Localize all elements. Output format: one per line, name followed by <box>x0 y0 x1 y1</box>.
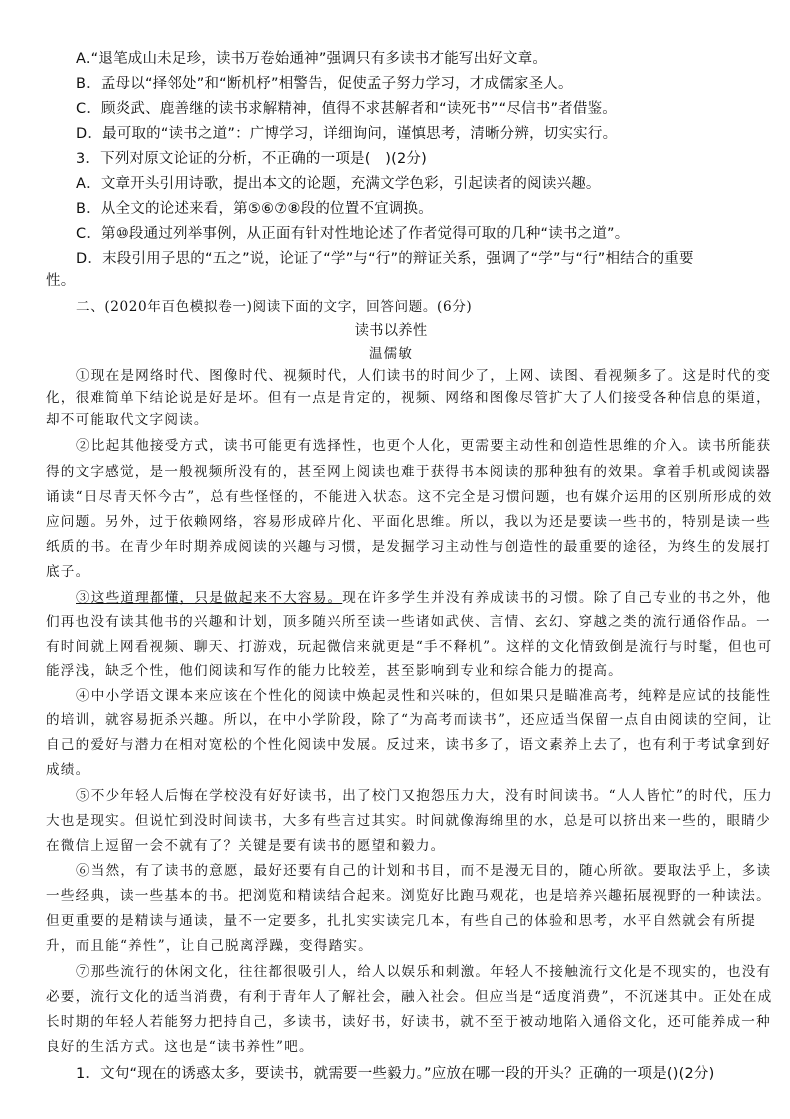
paragraph-5-line: ⑤不少年轻人后悔在学校没有好好读书，出了校门又抱怨压力大，没有时间读书。“人人皆忙”的时代，压力 <box>76 788 773 804</box>
paragraph-2-line: ②比起其他接受方式，读书可能更有选择性，也更个人化，更需要主动性和创造性思维的介入。读书所能获 <box>76 438 772 454</box>
q3-option-d-continued: 性。 <box>46 273 76 289</box>
q3-stem: 3．下列对原文论证的分析，不正确的一项是( )(2分) <box>76 151 427 167</box>
paragraph-7-line: 良好的生活方式。这也是“读书养性”吧。 <box>46 1039 314 1055</box>
paragraph-3-first-rest: 现在许多学生并没有养成读书的习惯。除了自己专业的书之外，他 <box>342 590 772 606</box>
paragraph-3-line: 有时间就上网看视频、聊天、打游戏，玩起微信来就更是“手不释机”。这样的文化情致倒是流行与时髦，但也可 <box>46 639 773 655</box>
paragraph-6-line: 一些经典，读一些基本的书。把浏览和精读结合起来。浏览好比跑马观花，也是培养兴趣拓展视野的一种读法。 <box>46 888 771 904</box>
q3-option-c: C．第⑩段通过列举事例，从正面有针对性地论述了作者觉得可取的几种“读书之道”。 <box>76 226 630 242</box>
paragraph-4-line: 自己的爱好与潜力在相对宽松的个性化阅读中发展。反过来，读书多了，语文素养上去了，也有利于考试拿到好 <box>46 737 771 753</box>
q2-option-d: D．最可取的“读书之道”：广博学习，详细询问，谨慎思考，清晰分辨，切实实行。 <box>76 126 618 142</box>
paragraph-4-line: ④中小学语文课本来应该在个性化的阅读中焕起灵性和兴味的，但如果只是瞄准高考，纯粹是应试的技能性 <box>76 688 772 704</box>
q1-stem: 1．文句“现在的诱惑太多，要读书，就需要一些毅力。”应放在哪一段的开头？正确的一项是()(2分) <box>76 1066 715 1082</box>
paragraph-6-line: ⑥当然，有了读书的意愿，最好还要有自己的计划和书目，而不是漫无目的，随心所欲。要取法乎上，多读 <box>76 863 772 879</box>
paragraph-6-line: 但更重要的是精读与通读，量不一定要多，扎扎实实读完几本，有些自己的体验和思考，水平自然就会有所提 <box>46 913 757 929</box>
paragraph-5-line: 大也是现实。但说忙到没时间读书，大多有些言过其实。时间就像海绵里的水，总是可以挤出来一些的，眼睛少 <box>46 813 771 829</box>
paragraph-2-line: 诵读“日尽青天怀今古”，总有些怪怪的，不能进入状态。这不完全是习惯问题，也有媒介运用的区别所形成的效 <box>46 489 773 505</box>
paragraph-2-line: 纸质的书。在青少年时期养成阅读的兴趣与习惯，是发掘学习主动性与创造性的最重要的途径，为终生的发展打 <box>46 539 771 555</box>
paragraph-2-line: 底子。 <box>46 564 91 580</box>
paragraph-4-line: 的培训，就容易扼杀兴趣。所以，在中小学阶段，除了“为高考而读书”，还应适当保留一点自由阅读的空间，让 <box>46 712 773 728</box>
paragraph-6-line: 升，而且能“养性”，让自己脱离浮躁，变得踏实。 <box>46 938 373 954</box>
paragraph-7-line: ⑦那些流行的休闲文化，往往都很吸引人，给人以娱乐和刺激。年轻人不接触流行文化是不现实的，也没有 <box>76 964 772 980</box>
paragraph-1-line: 却不可能取代文字阅读。 <box>46 412 209 428</box>
paragraph-2-line: 得的文字感觉，是一般视频所没有的，甚至网上阅读也难于获得书本阅读的那种独有的效果。拿着手机或阅读器 <box>46 464 771 480</box>
paragraph-7-line: 必要，流行文化的适当消费，有利于青年人了解社会，融入社会。但应当是“适度消费”，不沉迷其中。正处在成 <box>46 989 773 1005</box>
article-author: 温儒敏 <box>369 346 413 362</box>
q2-option-c: C．顾炎武、鹿善继的读书求解精神，值得不求甚解者和“读死书”“尽信书”者借鉴。 <box>76 101 617 117</box>
article-title: 读书以养性 <box>354 323 428 339</box>
paragraph-3-first-line <box>76 588 776 608</box>
underlined-sentence: ③这些道理都懂，只是做起来不大容易。 <box>76 590 343 606</box>
q3-option-a: A．文章开头引用诗歌，提出本文的论题，充满文学色彩，引起读者的阅读兴趣。 <box>76 176 601 192</box>
q3-option-b: B．从全文的论述来看，第⑤⑥⑦⑧段的位置不宜调换。 <box>76 201 433 217</box>
paragraph-3-line: 们再也没有读其他书的兴趣和计划，顶多随兴所至读一些诸如武侠、言情、玄幻、穿越之类的流行通俗作品。一 <box>46 614 771 630</box>
paragraph-1-line: 化，很难简单下结论说是好是坏。但有一点是肯定的，视频、网络和图像尽管扩大了人们接受各种信息的渠道， <box>46 390 771 406</box>
paragraph-7-line: 长时期的年轻人若能努力把持自己，多读书，读好书，好读书，就不至于被动地陷入通俗文化，还可能养成一种 <box>46 1014 771 1030</box>
q2-option-b: B．孟母以“择邻处”和“断机杼”相警告，促使孟子努力学习，才成儒家圣人。 <box>76 76 573 92</box>
paragraph-3-line: 能浮浅，缺乏个性，他们阅读和写作的能力比较差，甚至影响到专业和综合能力的提高。 <box>46 663 623 679</box>
paragraph-2-line: 应问题。另外，过于依赖网络，容易形成碎片化、平面化思维。所以，我以为还是要读一些书的，特别是读一些 <box>46 514 771 530</box>
q3-option-d: D．末段引用子思的“五之”说，论证了“学”与“行”的辩证关系，强调了“学”与“行”相结合的重要 <box>76 251 694 267</box>
paragraph-1-line: ①现在是网络时代、图像时代、视频时代，人们读书的时间少了，上网、读图、看视频多了。这是时代的变 <box>76 368 772 384</box>
section-two-header: 二、(2020年百色模拟卷一)阅读下面的文字，回答问题。(6分) <box>76 299 473 315</box>
q2-option-a: A.“退笔成山未足珍，读书万卷始通神”强调只有多读书才能写出好文章。 <box>76 51 548 67</box>
paragraph-4-line: 成绩。 <box>46 762 91 778</box>
paragraph-5-line: 在微信上逗留一会不就有了？关键是要有读书的愿望和毅力。 <box>46 838 446 854</box>
